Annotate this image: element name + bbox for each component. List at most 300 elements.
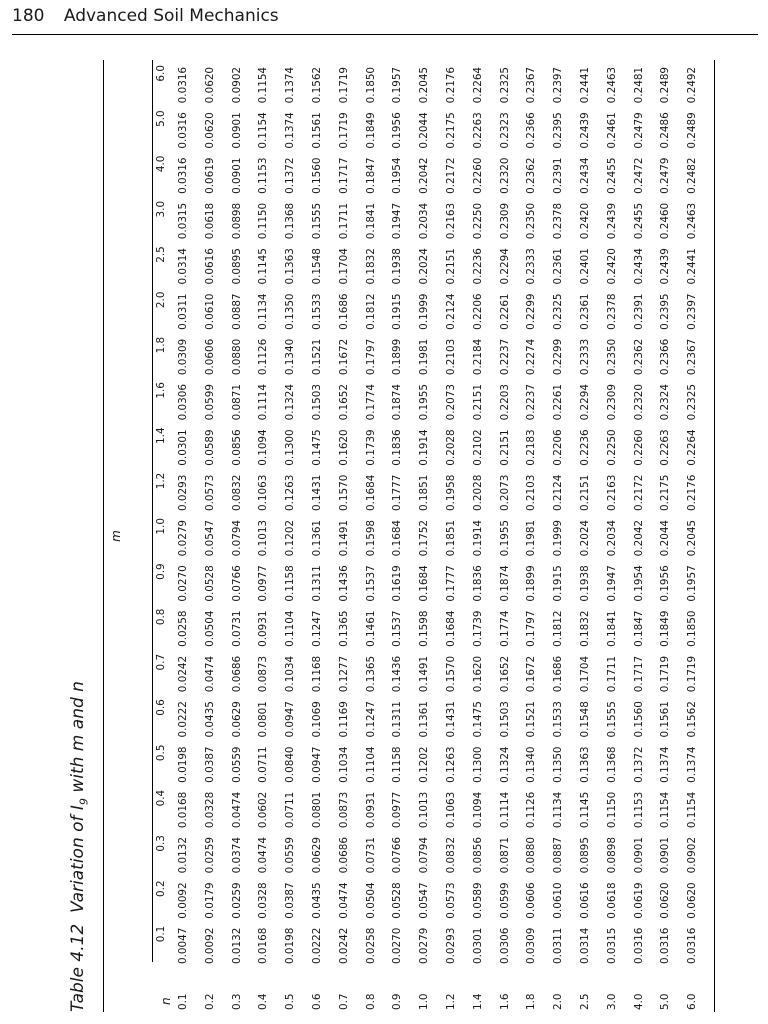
table-cell: 0.1247 [311, 610, 323, 647]
table-cell: 0.2366 [525, 112, 538, 149]
table-cell: 0.2350 [525, 202, 538, 240]
table-cell: 0.1999 [552, 519, 565, 557]
table-cell: 0.1094 [471, 791, 484, 829]
table-cell: 0.0832 [445, 837, 457, 874]
table-cell: 0.1947 [605, 565, 618, 602]
table-cell: 0.2463 [686, 202, 699, 240]
table-cell: 0.0559 [230, 746, 243, 783]
table-cell: 0.1777 [391, 474, 404, 511]
table-cell: 0.1114 [498, 791, 511, 829]
table-cell: 0.1521 [311, 338, 323, 376]
table-cell: 0.0301 [471, 927, 484, 964]
table-cell: 0.1899 [525, 565, 538, 602]
row-header: 0.2 [203, 993, 216, 1010]
table-cell: 0.2236 [471, 248, 484, 285]
row-header: 1.2 [445, 993, 457, 1010]
table-cell: 0.1340 [284, 338, 297, 376]
table-cell: 0.1672 [525, 655, 538, 693]
column-header: 3.0 [155, 200, 167, 218]
table-cell: 0.2489 [659, 66, 672, 104]
table-cell: 0.0316 [686, 927, 699, 964]
table-cell: 0.2151 [445, 248, 457, 285]
table-cell: 0.0794 [418, 837, 431, 874]
table-cell: 0.0931 [364, 791, 377, 829]
table-cell: 0.1832 [579, 610, 591, 647]
table-cell: 0.2237 [525, 384, 538, 421]
row-header: 6.0 [686, 993, 699, 1010]
table-cell: 0.1063 [445, 791, 457, 829]
table-cell: 0.0880 [525, 837, 538, 874]
table-cell: 0.1374 [284, 66, 297, 104]
running-head [12, 6, 279, 26]
table-cell: 0.1372 [632, 746, 645, 783]
table-cell: 0.2260 [471, 157, 484, 194]
table-cell: 0.0474 [230, 791, 243, 829]
table-cell: 0.0435 [203, 701, 216, 738]
table-cell: 0.2367 [686, 338, 699, 376]
table-cell: 0.2175 [445, 112, 457, 149]
table-cell: 0.1850 [364, 66, 377, 104]
table-cell: 0.0856 [230, 429, 243, 466]
table-cell: 0.2378 [605, 293, 618, 330]
table-cell: 0.2441 [579, 66, 591, 104]
table-cell: 0.2176 [445, 66, 457, 104]
table-header-rule [152, 60, 153, 962]
table-cell: 0.2439 [659, 248, 672, 285]
table-cell: 0.1956 [391, 112, 404, 149]
table-cell: 0.1126 [525, 791, 538, 829]
table-cell: 0.2024 [579, 519, 591, 557]
table-cell: 0.1719 [337, 66, 350, 104]
table-cell: 0.1300 [471, 746, 484, 783]
table-cell: 0.0047 [177, 927, 189, 964]
table-cell: 0.0880 [230, 338, 243, 376]
table-cell: 0.2261 [552, 384, 565, 421]
table-cell: 0.1620 [337, 429, 350, 466]
table-cell: 0.2320 [498, 157, 511, 194]
column-header: 0.6 [155, 699, 167, 716]
table-cell: 0.1686 [552, 655, 565, 693]
table-cell: 0.2250 [471, 202, 484, 240]
table-cell: 0.1812 [552, 610, 565, 647]
table-cell: 0.1938 [391, 248, 404, 285]
table-cell: 0.0898 [230, 202, 243, 240]
table-cell: 0.0766 [230, 565, 243, 602]
table-cell: 0.1324 [284, 384, 297, 421]
column-variable-label: m [109, 530, 123, 542]
table-cell: 0.0977 [391, 791, 404, 829]
table-cell: 0.1365 [337, 610, 350, 647]
table-cell: 0.1114 [257, 384, 270, 421]
table-cell: 0.2073 [498, 474, 511, 511]
table-cell: 0.2461 [605, 112, 618, 149]
table-cell: 0.1620 [471, 655, 484, 693]
table-cell: 0.0309 [525, 927, 538, 964]
table-cell: 0.2397 [552, 66, 565, 104]
table-cell: 0.1368 [284, 202, 297, 240]
table-cell: 0.2299 [552, 338, 565, 376]
table-cell: 0.2325 [686, 384, 699, 421]
table-cell: 0.2420 [579, 202, 591, 240]
table-cell: 0.1958 [445, 474, 457, 511]
table-cell: 0.1915 [391, 293, 404, 330]
table-cell: 0.1684 [364, 474, 377, 511]
table-cell: 0.0947 [284, 701, 297, 738]
table-cell: 0.1850 [686, 610, 699, 647]
table-cell: 0.1340 [525, 746, 538, 783]
table-cell: 0.1013 [418, 791, 431, 829]
table-cell: 0.0589 [203, 429, 216, 466]
table-cell: 0.0711 [284, 791, 297, 829]
table-cell: 0.0573 [445, 882, 457, 919]
table-cell: 0.0092 [177, 882, 189, 919]
table-cell: 0.2479 [632, 112, 645, 149]
table-cell: 0.1914 [418, 429, 431, 466]
table-cell: 0.0314 [177, 248, 189, 285]
book-title: Advanced Soil Mechanics [63, 6, 279, 26]
table-cell: 0.0198 [284, 927, 297, 964]
table-cell: 0.1126 [257, 338, 270, 376]
table-cell: 0.2034 [605, 519, 618, 557]
row-header: 0.5 [284, 993, 297, 1010]
table-cell: 0.2362 [525, 157, 538, 194]
table-cell: 0.1777 [445, 565, 457, 602]
table-cell: 0.1947 [391, 202, 404, 240]
table-cell: 0.0871 [498, 837, 511, 874]
table-cell: 0.1686 [337, 293, 350, 330]
table-cell: 0.1436 [391, 655, 404, 693]
table-cell: 0.1365 [364, 655, 377, 693]
table-cell: 0.2250 [605, 429, 618, 466]
table-cell: 0.2263 [659, 429, 672, 466]
table-cell: 0.2042 [632, 519, 645, 557]
column-header: 0.4 [155, 789, 167, 807]
table-cell: 0.1145 [579, 791, 591, 829]
column-header: 0.5 [155, 744, 167, 762]
table-cell: 0.1350 [284, 293, 297, 330]
table-cell: 0.1311 [391, 701, 404, 738]
table-cell: 0.0316 [177, 66, 189, 104]
table-cell: 0.1719 [686, 655, 699, 693]
table-cell: 0.0801 [257, 701, 270, 738]
table-cell: 0.1652 [337, 384, 350, 421]
table-cell: 0.2486 [659, 112, 672, 149]
table-cell: 0.0222 [311, 927, 323, 964]
table-cell: 0.2309 [605, 384, 618, 421]
table-cell: 0.1957 [686, 565, 699, 602]
table-cell: 0.0306 [177, 384, 189, 421]
table-cell: 0.1300 [284, 429, 297, 466]
table-cell: 0.1374 [659, 746, 672, 783]
table-cell: 0.1361 [311, 519, 323, 557]
table-cell: 0.0258 [364, 927, 377, 964]
table-cell: 0.0873 [257, 655, 270, 693]
table-cell: 0.0328 [203, 791, 216, 829]
table-cell: 0.0931 [257, 610, 270, 647]
table-cell: 0.2481 [632, 66, 645, 104]
table-cell: 0.1169 [337, 701, 350, 738]
table-cell: 0.1372 [284, 157, 297, 194]
table-cell: 0.0898 [605, 837, 618, 874]
table-cell: 0.1134 [552, 791, 565, 829]
table-cell: 0.0856 [471, 837, 484, 874]
table-cell: 0.1570 [337, 474, 350, 511]
column-header: 1.0 [155, 518, 167, 535]
table-cell: 0.0293 [177, 474, 189, 511]
table-cell: 0.1955 [418, 384, 431, 421]
row-header: 0.3 [230, 993, 243, 1010]
table-cell: 0.1704 [579, 655, 591, 693]
table-cell: 0.1521 [525, 701, 538, 738]
table-cell: 0.1684 [445, 610, 457, 647]
table-cell: 0.2366 [659, 338, 672, 376]
table-cell: 0.2274 [525, 338, 538, 376]
table-cell: 0.2263 [471, 112, 484, 149]
table-cell: 0.1363 [579, 746, 591, 783]
table-cell: 0.2042 [418, 157, 431, 194]
table-cell: 0.0711 [257, 746, 270, 783]
table-cell: 0.2299 [525, 293, 538, 330]
row-header: 2.5 [579, 993, 591, 1010]
table-cell: 0.0259 [203, 837, 216, 874]
table-cell: 0.1672 [337, 338, 350, 376]
table-cell: 0.1153 [257, 157, 270, 194]
table-cell: 0.0589 [471, 882, 484, 919]
table-cell: 0.2434 [632, 248, 645, 285]
table-cell: 0.1561 [311, 112, 323, 149]
table-cell: 0.0801 [311, 791, 323, 829]
table-cell: 0.2397 [686, 293, 699, 330]
table-cell: 0.1374 [284, 112, 297, 149]
table-cell: 0.2124 [552, 474, 565, 511]
table-cell: 0.2350 [605, 338, 618, 376]
table-cell: 0.0258 [177, 610, 189, 647]
table-cell: 0.0902 [230, 66, 243, 104]
table-cell: 0.0316 [659, 927, 672, 964]
table-cell: 0.0616 [203, 248, 216, 285]
table-cell: 0.1652 [498, 655, 511, 693]
table-cell: 0.1711 [605, 655, 618, 693]
table-cell: 0.0314 [579, 927, 591, 964]
table-cell: 0.1363 [284, 248, 297, 285]
table-cell: 0.2206 [552, 429, 565, 466]
table-cell: 0.0315 [177, 202, 189, 240]
table-cell: 0.0629 [230, 701, 243, 738]
table-cell: 0.2324 [659, 384, 672, 421]
table-cell: 0.2378 [552, 202, 565, 240]
table-cell: 0.0606 [525, 882, 538, 919]
column-header: 2.5 [155, 246, 167, 263]
table-cell: 0.1555 [605, 701, 618, 738]
table-cell: 0.1263 [445, 746, 457, 783]
table-cell: 0.0871 [230, 384, 243, 421]
table-cell: 0.1153 [632, 791, 645, 829]
table-cell: 0.1841 [605, 610, 618, 647]
table-cell: 0.1560 [632, 701, 645, 738]
table-cell: 0.1503 [311, 384, 323, 421]
table-cell: 0.2124 [445, 293, 457, 330]
table-cell: 0.2102 [471, 429, 484, 466]
table-cell: 0.0895 [230, 248, 243, 285]
table-cell: 0.0686 [337, 837, 350, 874]
table-cell: 0.1849 [659, 610, 672, 647]
table-cell: 0.0559 [284, 837, 297, 874]
column-header: 4.0 [155, 155, 167, 173]
table-cell: 0.1561 [659, 701, 672, 738]
table-cell: 0.1461 [364, 610, 377, 647]
table-cell: 0.2455 [605, 157, 618, 194]
row-header: 0.4 [257, 993, 270, 1010]
table-cell: 0.0619 [203, 157, 216, 194]
table-cell: 0.0242 [177, 655, 189, 693]
table-cell: 0.0474 [257, 837, 270, 874]
table-cell: 0.1938 [579, 565, 591, 602]
table-cell: 0.0901 [659, 837, 672, 874]
table-cell: 0.2420 [605, 248, 618, 285]
column-header: 1.6 [155, 382, 167, 399]
table-cell: 0.1202 [284, 519, 297, 557]
table-cell: 0.0766 [391, 837, 404, 874]
table-cell: 0.0316 [177, 157, 189, 194]
table-cell: 0.1562 [311, 66, 323, 104]
table-cell: 0.0316 [632, 927, 645, 964]
table-cell: 0.0947 [311, 746, 323, 783]
table-cell: 0.1263 [284, 474, 297, 511]
table-cell: 0.1954 [391, 157, 404, 194]
column-header: 2.0 [155, 291, 167, 309]
row-header: 3.0 [605, 993, 618, 1010]
table-cell: 0.1981 [525, 519, 538, 557]
table-cell: 0.2103 [525, 474, 538, 511]
table-top-rule [103, 60, 104, 1012]
table-cell: 0.0573 [203, 474, 216, 511]
table-cell: 0.0301 [177, 429, 189, 466]
table-cell: 0.1548 [579, 701, 591, 738]
table-cell: 0.2175 [659, 474, 672, 511]
table-cell: 0.1719 [659, 655, 672, 693]
table-cell: 0.1981 [418, 338, 431, 376]
table-cell: 0.1874 [498, 565, 511, 602]
table-cell: 0.1797 [364, 338, 377, 376]
table-cell: 0.2237 [498, 338, 511, 376]
table-cell: 0.0293 [445, 927, 457, 964]
table-cell: 0.2163 [445, 202, 457, 240]
table-cell: 0.1836 [391, 429, 404, 466]
table-cell: 0.0602 [257, 791, 270, 829]
table-cell: 0.1915 [552, 565, 565, 602]
column-header: 1.8 [155, 336, 167, 354]
table-cell: 0.1836 [471, 565, 484, 602]
table-cell: 0.1533 [311, 293, 323, 330]
row-header: 1.4 [471, 993, 484, 1010]
table-cell: 0.1034 [284, 655, 297, 693]
table-bottom-rule [714, 60, 715, 1012]
table-cell: 0.0316 [177, 112, 189, 149]
table-cell: 0.0620 [203, 112, 216, 149]
table-cell: 0.1752 [418, 519, 431, 557]
table-cell: 0.2362 [632, 338, 645, 376]
table-cell: 0.1475 [311, 429, 323, 466]
table-cell: 0.0306 [498, 927, 511, 964]
table-cell: 0.0374 [230, 837, 243, 874]
table-cell: 0.0504 [364, 882, 377, 919]
table-cell: 0.1711 [337, 202, 350, 240]
table-cell: 0.2434 [579, 157, 591, 194]
table-cell: 0.1094 [257, 429, 270, 466]
table-cell: 0.1957 [391, 66, 404, 104]
table-cell: 0.2184 [471, 338, 484, 376]
table-cell: 0.0610 [552, 882, 565, 919]
row-header: 0.1 [177, 993, 189, 1010]
table-cell: 0.0610 [203, 293, 216, 330]
table-cell: 0.1154 [659, 791, 672, 829]
table-cell: 0.0198 [177, 746, 189, 783]
table-cell: 0.2024 [418, 248, 431, 285]
row-header: 0.7 [337, 993, 350, 1010]
table-cell: 0.1277 [337, 655, 350, 693]
table-cell: 0.2163 [605, 474, 618, 511]
table-cell: 0.1311 [311, 565, 323, 602]
table-cell: 0.0222 [177, 701, 189, 738]
table-cell: 0.1774 [364, 384, 377, 421]
table-cell: 0.1717 [337, 157, 350, 194]
table-cell: 0.2361 [579, 293, 591, 330]
table-cell: 0.2103 [445, 338, 457, 376]
table-cell: 0.1684 [418, 565, 431, 602]
table-cell: 0.1719 [337, 112, 350, 149]
table-cell: 0.1847 [364, 157, 377, 194]
table-cell: 0.0279 [177, 519, 189, 557]
table-cell: 0.2294 [498, 248, 511, 285]
table-cell: 0.2264 [686, 429, 699, 466]
table-cell: 0.2325 [552, 293, 565, 330]
table-cell: 0.1503 [498, 701, 511, 738]
table-cell: 0.2151 [579, 474, 591, 511]
row-header: 4.0 [632, 993, 645, 1010]
table-cell: 0.0270 [391, 927, 404, 964]
table-cell: 0.2203 [498, 384, 511, 421]
table-cell: 0.2151 [471, 384, 484, 421]
table-cell: 0.0832 [230, 474, 243, 511]
table-cell: 0.1158 [284, 565, 297, 602]
table-cell: 0.1431 [445, 701, 457, 738]
table-cell: 0.1158 [391, 746, 404, 783]
table-cell: 0.1150 [605, 791, 618, 829]
table-cell: 0.1154 [686, 791, 699, 829]
table-cell: 0.2028 [471, 474, 484, 511]
table-cell: 0.1684 [391, 519, 404, 557]
table-cell: 0.1491 [337, 519, 350, 557]
table-cell: 0.2260 [632, 429, 645, 466]
caption-suffix: with m and n [68, 681, 88, 799]
table-cell: 0.0618 [605, 882, 618, 919]
table-cell: 0.1841 [364, 202, 377, 240]
table-cell: 0.0629 [311, 837, 323, 874]
table-cell: 0.1168 [311, 655, 323, 693]
table-cell: 0.0387 [203, 746, 216, 783]
table-cell: 0.0179 [203, 882, 216, 919]
table-cell: 0.1555 [311, 202, 323, 240]
table-cell: 0.0435 [311, 882, 323, 919]
table-cell: 0.1739 [471, 610, 484, 647]
table-cell: 0.2463 [605, 66, 618, 104]
table-cell: 0.2489 [686, 112, 699, 149]
table-cell: 0.2460 [659, 202, 672, 240]
table-cell: 0.2264 [471, 66, 484, 104]
table-cell: 0.0259 [230, 882, 243, 919]
table-cell: 0.1704 [337, 248, 350, 285]
table-cell: 0.1717 [632, 655, 645, 693]
